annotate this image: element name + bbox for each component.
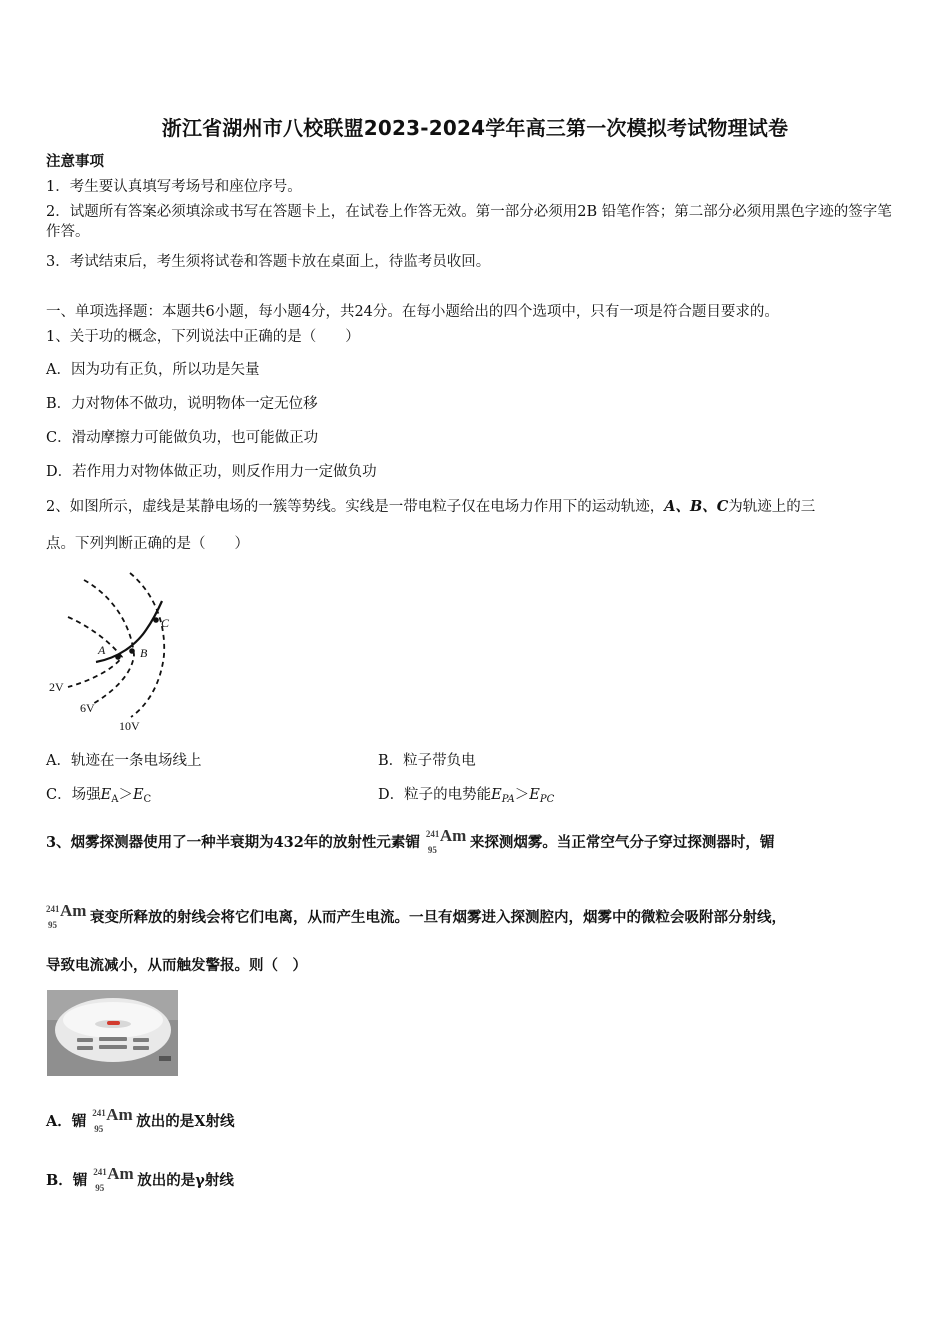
americium-nuclide (40, 903, 90, 933)
q2-stem-line1 (46, 497, 815, 517)
greater-than: ＞ (514, 787, 530, 803)
field-e-symbol: E (100, 787, 112, 803)
notice-item-1: 1．考生要认真填写考场号和座位序号。 (46, 179, 302, 195)
smoke-detector-photo (47, 990, 178, 1076)
potential-label-6v: 6V (80, 701, 95, 715)
q1-stem: 1、关于功的概念，下列说法中正确的是（ ） (46, 329, 360, 345)
q3-stem-text: 3、烟雾探测器使用了一种半衰期为432年的放射性元素镅 (46, 834, 420, 851)
q3-stem-text-end: 来探测烟雾。当正常空气分子穿过探测器时，镅 (469, 834, 775, 851)
nuclide-symbol: Am (60, 901, 87, 920)
equipotential-line-10v (130, 573, 164, 717)
potential-label-2v: 2V (49, 680, 64, 694)
q3-option-a (46, 1107, 235, 1137)
energy-e-symbol: E (491, 787, 502, 803)
point-a-label: A (98, 643, 106, 657)
energy-subscript-pa: PA (501, 794, 515, 805)
q2-option-d-text: D．粒子的电势能 (378, 787, 492, 803)
nuclide-symbol: Am (106, 1105, 133, 1124)
notice-heading: 注意事项 (46, 153, 104, 170)
q1-option-c: C．滑动摩擦力可能做负功，也可能做正功 (46, 430, 319, 446)
potential-label-10v: 10V (119, 719, 140, 733)
point-b-dot (129, 648, 135, 654)
americium-nuclide (87, 1166, 137, 1196)
equipotential-figure (46, 565, 186, 740)
q2-option-a: A．轨迹在一条电场线上 (46, 753, 202, 769)
point-a-dot (115, 654, 121, 660)
field-subscript-c: C (143, 794, 152, 805)
q2-option-c-text: C．场强 (46, 787, 101, 803)
point-c-dot (153, 617, 159, 623)
q3-stem-line3: 导致电流减小，从而触发警报。则（ ） (46, 957, 307, 974)
field-e-symbol: E (132, 787, 144, 803)
nuclide-mass-number: 241 (46, 904, 60, 914)
nuclide-symbol: Am (439, 826, 467, 845)
nuclide-mass-number: 241 (93, 1167, 107, 1177)
q1-option-a: A．因为功有正负，所以功是矢量 (46, 362, 260, 378)
q2-option-b: B．粒子带负电 (378, 753, 476, 769)
notice-item-2: 2．试题所有答案必须填涂或书写在答题卡上，在试卷上作答无效。第一部分必须用2B 铅笔作答；第二部分必须用黑色字迹的签字笔作答。 (46, 204, 892, 240)
nuclide-symbol: Am (107, 1164, 134, 1183)
q1-option-d: D．若作用力对物体做正功，则反作用力一定做负功 (46, 464, 377, 480)
q3-option-a-text: A．镅 (46, 1113, 87, 1130)
particle-trajectory (96, 601, 162, 662)
nuclide-atomic-number: 95 (95, 1183, 105, 1193)
americium-nuclide (420, 828, 470, 858)
point-b-label: B (140, 646, 148, 660)
notice-item-3: 3．考试结束后，考生须将试卷和答题卡放在桌面上，待监考员收回。 (46, 254, 491, 270)
q3-option-b-text: B．镅 (46, 1172, 88, 1189)
q2-stem-points: A、B、C (664, 498, 729, 515)
q2-stem-text: 2、如图所示，虚线是某静电场的一簇等势线。实线是一带电粒子仅在电场力作用下的运动轨迹， (46, 499, 665, 515)
energy-subscript-pc: PC (539, 794, 555, 805)
point-c-label: C (161, 616, 170, 630)
exam-title: 浙江省湖州市八校联盟2023-2024学年高三第一次模拟考试物理试卷 (161, 116, 789, 140)
q2-stem-line2: 点。下列判断正确的是（ ） (46, 536, 249, 552)
equipotential-line-2v (68, 617, 122, 687)
q3-option-a-text-end: 放出的是X射线 (136, 1113, 235, 1130)
nuclide-mass-number: 241 (92, 1108, 106, 1118)
greater-than: ＞ (118, 787, 133, 803)
q2-stem-text-end: 为轨迹上的三 (728, 499, 816, 515)
section-heading: 一、单项选择题：本题共6小题，每小题4分，共24分。在每小题给出的四个选项中，只有一项是符合题目要求的。 (46, 304, 779, 320)
field-subscript-a: A (111, 794, 119, 805)
q3-option-b (46, 1166, 234, 1196)
q2-option-c (46, 785, 151, 810)
q3-stem-text: 衰变所释放的射线会将它们电离，从而产生电流。一旦有烟雾进入探测腔内，烟雾中的微粒会吸附部分射线， (90, 909, 786, 926)
q3-stem-line1 (46, 828, 774, 858)
nuclide-atomic-number: 95 (48, 920, 57, 930)
q3-stem-line2 (46, 903, 786, 933)
energy-e-symbol: E (529, 787, 540, 803)
q1-option-b: B．力对物体不做功，说明物体一定无位移 (46, 396, 318, 412)
nuclide-mass-number: 241 (425, 829, 440, 839)
americium-nuclide (86, 1107, 136, 1137)
q2-option-d (378, 785, 554, 810)
nuclide-atomic-number: 95 (427, 845, 437, 855)
q3-option-b-text-end: 放出的是γ射线 (137, 1172, 234, 1189)
nuclide-atomic-number: 95 (94, 1124, 104, 1134)
